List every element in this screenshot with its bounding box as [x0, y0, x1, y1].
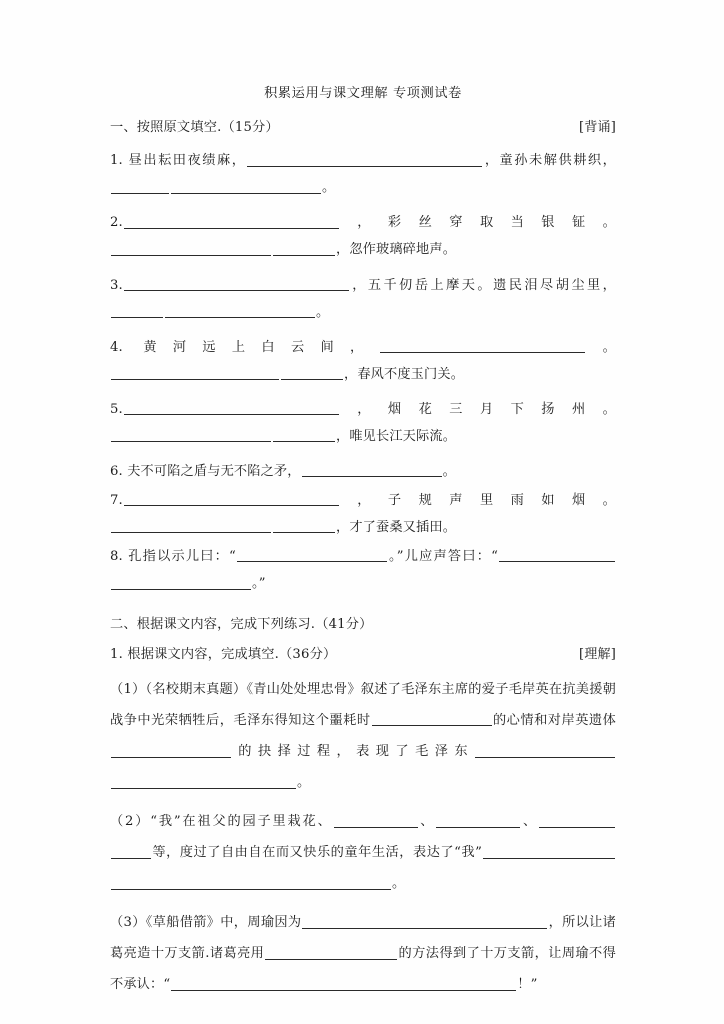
q4-text-pre: 4. 黄河远上白云间，: [110, 339, 380, 355]
q8-blank-b1[interactable]: [499, 549, 615, 563]
sq1-seg1: （1）（名校期末真题）《青山处处埋忠骨》叙述了毛泽东主席的爱子毛岸英在抗美援朝战争中光荣牺牲后，毛泽东得知这个噩耗时: [110, 682, 616, 729]
q7-blank-b1[interactable]: [111, 520, 271, 534]
sq2-blank-d2[interactable]: [111, 876, 391, 890]
sq3-seg2: ，所以让诸葛亮造十万支箭.诸葛亮用: [110, 915, 617, 962]
sq2-blank-b[interactable]: [436, 814, 520, 828]
q2-text-pre: 2.: [110, 215, 123, 231]
q8-text-mid: 。”儿应声答曰：“: [387, 549, 498, 565]
q5-text-post: ，唯见长江天际流。: [336, 428, 457, 444]
q1-blank-b2[interactable]: [171, 180, 321, 194]
section-one-heading: 一、按照原文填空.（15分）: [110, 119, 279, 135]
sub-question-item-3: [110, 907, 616, 1000]
question-item-3: [110, 272, 616, 326]
q8-text-post: 。”: [252, 576, 266, 592]
section-two-heading-row: [110, 615, 616, 635]
section-one-tag: [背诵]: [579, 119, 616, 135]
sq3-blank-c[interactable]: [171, 977, 516, 991]
page-title: 积累运用与课文理解 专项测试卷: [264, 86, 462, 101]
sq2-blank-a[interactable]: [334, 814, 418, 828]
question-item-8: [110, 543, 616, 597]
section-two-sub-heading-row: [110, 645, 616, 665]
sq2-seg4: 等，度过了自由自在而又快乐的童年生活，表达了“我”: [152, 845, 482, 861]
q7-text-post: ，才了蚕桑又插田。: [336, 520, 457, 535]
question-item-4: [110, 334, 616, 388]
sq1-seg3: 的抉择过程，表现了毛泽东: [232, 744, 474, 760]
q2-text-post: ，忽作玻璃碎地声。: [336, 242, 457, 258]
sq3-blank-b[interactable]: [265, 946, 397, 960]
sq2-blank-c2[interactable]: [111, 845, 151, 859]
sq3-seg1: （3）《草船借箭》中，周瑜因为: [110, 915, 302, 931]
document-content: [110, 84, 616, 1002]
spacer: [110, 599, 616, 615]
q4-text-mid: 。: [586, 339, 616, 355]
q2-blank-b2[interactable]: [273, 242, 335, 256]
q1-text-post: 。: [322, 180, 336, 196]
sq1-blank-c2[interactable]: [111, 775, 296, 789]
q2-blank-b1[interactable]: [111, 242, 271, 256]
sq3-seg3: 的方法得到了十万支箭，让周瑜不得不承认：“: [110, 946, 616, 993]
question-item-2: [110, 209, 616, 263]
section-one-heading-row: [110, 118, 616, 138]
q1-text-mid: ，童孙未解供耕织，: [483, 153, 616, 169]
q5-blank-b2[interactable]: [273, 429, 335, 443]
question-item-5: [110, 396, 616, 450]
sq2-seg2: 、: [418, 814, 436, 830]
q6-text-mid: 。: [442, 463, 456, 479]
sq1-seg4: 。: [297, 775, 311, 791]
q3-blank-b2[interactable]: [165, 304, 315, 318]
q4-blank-b2[interactable]: [281, 367, 343, 381]
q1-blank-b1[interactable]: [111, 180, 169, 194]
sq2-seg3: 、: [521, 814, 538, 830]
q4-blank-a[interactable]: [380, 339, 585, 353]
q3-blank-a[interactable]: [124, 277, 349, 291]
sq1-seg2: 的心情和对岸英遗体: [492, 713, 616, 729]
q7-blank-a[interactable]: [124, 493, 339, 507]
sq3-blank-a[interactable]: [302, 915, 547, 929]
q8-blank-a[interactable]: [237, 549, 387, 563]
sq2-blank-c1[interactable]: [539, 814, 615, 828]
sq1-blank-c1[interactable]: [475, 744, 615, 758]
sq2-blank-d1[interactable]: [483, 845, 615, 859]
sq3-seg4: ！”: [517, 977, 538, 993]
q4-blank-b1[interactable]: [111, 367, 279, 381]
question-item-1: [110, 147, 616, 201]
q7-blank-b2[interactable]: [273, 520, 335, 534]
q5-blank-b1[interactable]: [111, 429, 271, 443]
q6-text-pre: 6. 夫不可陷之盾与无不陷之矛，: [110, 463, 301, 479]
q7-text-mid: ，子规声里雨如烟。: [339, 492, 616, 508]
q3-text-pre: 3.: [110, 277, 123, 293]
q1-blank-a[interactable]: [247, 153, 482, 167]
sub-question-item-1: [110, 674, 616, 798]
q4-text-post: ，春风不度玉门关。: [344, 366, 465, 382]
q8-text-pre: 8. 孔指以示儿曰：“: [110, 549, 236, 565]
sq1-blank-b[interactable]: [111, 744, 231, 758]
q6-blank-a[interactable]: [302, 464, 442, 478]
q5-blank-a[interactable]: [124, 402, 339, 416]
question-item-6: [110, 458, 616, 485]
q5-text-mid: ，烟花三月下扬州。: [339, 401, 616, 417]
q5-text-pre: 5.: [110, 401, 123, 417]
question-item-7: [110, 487, 616, 541]
sq2-seg1: （2）“我”在祖父的园子里栽花、: [110, 814, 333, 830]
section-two-tag: [理解]: [579, 646, 616, 662]
section-two-heading: 二、根据课文内容，完成下列练习.（41分）: [110, 617, 373, 633]
q2-blank-a[interactable]: [124, 215, 339, 229]
section-two-sub-heading: 1. 根据课文内容，完成填空.（36分）: [110, 646, 337, 662]
sub-question-item-2: [110, 806, 616, 899]
sq2-seg5: 。: [392, 876, 406, 892]
q3-blank-b1[interactable]: [111, 304, 163, 318]
q3-text-post: 。: [316, 304, 330, 320]
q1-text-pre: 1. 昼出耘田夜绩麻，: [110, 153, 247, 169]
q2-text-mid: ，彩丝穿取当银钲。: [339, 215, 616, 231]
q8-blank-b2[interactable]: [111, 576, 251, 590]
q7-text-pre: 7.: [110, 492, 123, 508]
q3-text-mid: ，五千仞岳上摩天。遗民泪尽胡尘里，: [349, 277, 616, 293]
sq1-blank-a[interactable]: [372, 713, 492, 727]
